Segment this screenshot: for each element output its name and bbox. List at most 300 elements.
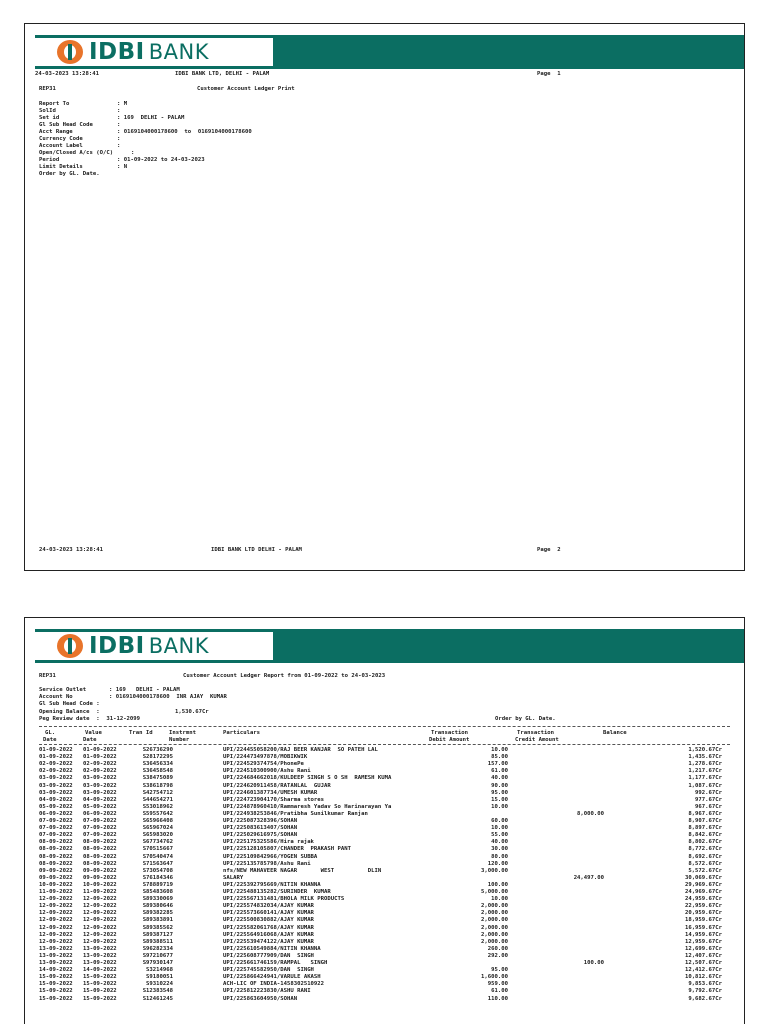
row-particulars: UPI/225610549884/NITIN KHANNA — [223, 945, 321, 952]
row-debit: 95.00 — [491, 789, 508, 796]
table-row — [25, 868, 744, 875]
param-label: Acct Range — [39, 129, 73, 135]
row-particulars: UPI/224620911458/RATANLAL GUJAR — [223, 782, 331, 789]
row-debit: 292.00 — [487, 952, 508, 959]
row-value-date: 09-09-2022 — [83, 874, 117, 881]
row-value-date: 12-09-2022 — [83, 903, 117, 910]
row-gl-date: 06-09-2022 — [39, 810, 73, 817]
row-tran-id: S89330069 — [142, 896, 173, 903]
row-tran-id: S89388511 — [142, 938, 173, 945]
bank-logo — [35, 632, 273, 660]
ledger-page-2 — [24, 617, 745, 1024]
row-balance: 5,572.67Cr — [688, 867, 722, 874]
row-gl-date: 12-09-2022 — [39, 917, 73, 924]
table-row — [25, 861, 744, 868]
col-value-date: Value — [85, 730, 102, 736]
row-balance: 14,959.67Cr — [684, 931, 722, 938]
header-datetime: 24-03-2023 13:28:41 — [35, 71, 99, 77]
col-credit-2: Credit Amount — [515, 737, 559, 743]
table-row — [25, 797, 744, 804]
row-gl-date: 03-09-2022 — [39, 775, 73, 782]
row-balance: 9,853.67Cr — [688, 981, 722, 988]
row-value-date: 10-09-2022 — [83, 881, 117, 888]
row-value-date: 01-09-2022 — [83, 747, 117, 753]
row-value-date: 03-09-2022 — [83, 775, 117, 782]
order-by: Order by GL. Date. — [495, 716, 556, 722]
row-tran-id: S42754712 — [142, 789, 173, 796]
row-particulars: UPI/225083613407/SOHAN — [223, 825, 298, 832]
row-balance: 9,682.67Cr — [688, 995, 722, 1002]
row-debit: 10.00 — [491, 825, 508, 832]
table-row — [25, 967, 744, 974]
table-row — [25, 804, 744, 811]
col-gl-date: GL. — [45, 730, 56, 736]
row-debit: 80.00 — [491, 853, 508, 860]
row-debit: 61.00 — [491, 988, 508, 995]
row-debit: 120.00 — [487, 860, 508, 867]
param-value: : M — [117, 101, 128, 107]
row-tran-id: S89387127 — [142, 931, 173, 938]
col-instrument-2: Number — [169, 737, 190, 743]
row-particulars: UPI/225573660141/AJAY KUMAR — [223, 910, 314, 917]
col-gl-date-2: Date — [43, 737, 57, 743]
idbi-logo-icon — [57, 40, 83, 64]
row-particulars: UPI/225500830882/AJAY KUMAR — [223, 917, 314, 924]
row-particulars: UPI/224684662018/KULDEEP SINGH S O SH RAMESH KUMA — [223, 775, 392, 782]
row-particulars: UPI/225564916068/AJAY KUMAR — [223, 931, 314, 938]
row-balance: 1,520.67Cr — [688, 747, 722, 753]
row-tran-id: S44654271 — [142, 796, 173, 803]
header-branch: IDBI BANK LTD, DELHI - PALAM — [175, 71, 270, 77]
table-row — [25, 783, 744, 790]
row-balance: 8,897.67Cr — [688, 825, 722, 832]
row-value-date: 03-09-2022 — [83, 782, 117, 789]
row-gl-date: 15-09-2022 — [39, 981, 73, 988]
row-gl-date: 07-09-2022 — [39, 818, 73, 824]
row-gl-date: 08-09-2022 — [39, 860, 73, 867]
row-value-date: 12-09-2022 — [83, 910, 117, 917]
row-value-date: 02-09-2022 — [83, 768, 117, 775]
table-row — [25, 754, 744, 761]
table-row — [25, 875, 744, 882]
row-balance: 8,842.67Cr — [688, 832, 722, 839]
row-debit: 55.00 — [491, 832, 508, 839]
table-row — [25, 996, 744, 1003]
report-code: REP31 — [39, 86, 56, 92]
row-value-date: 08-09-2022 — [83, 839, 117, 846]
table-row — [25, 839, 744, 846]
row-tran-id: S53018962 — [142, 803, 173, 810]
row-value-date: 12-09-2022 — [83, 938, 117, 945]
row-gl-date: 12-09-2022 — [39, 896, 73, 903]
bank-logo — [35, 38, 273, 66]
row-balance: 24,969.67Cr — [684, 889, 722, 895]
param-value: : — [117, 143, 121, 149]
row-value-date: 14-09-2022 — [83, 967, 117, 974]
row-debit: 959.00 — [487, 981, 508, 988]
param-value: : — [117, 108, 121, 114]
table-row — [25, 775, 744, 782]
table-row — [25, 889, 744, 896]
row-value-date: 01-09-2022 — [83, 754, 117, 761]
row-value-date: 08-09-2022 — [83, 853, 117, 860]
row-value-date: 08-09-2022 — [83, 860, 117, 867]
row-balance: 12,407.67Cr — [684, 952, 722, 959]
row-tran-id: S65966408 — [142, 818, 173, 824]
row-value-date: 06-09-2022 — [83, 810, 117, 817]
param-label: Currency Code — [39, 136, 83, 142]
row-debit: 2,000.00 — [481, 938, 508, 945]
row-tran-id: S89383891 — [142, 917, 173, 924]
table-row — [25, 910, 744, 917]
table-row — [25, 882, 744, 889]
row-tran-id: S28172295 — [142, 754, 173, 761]
row-value-date: 07-09-2022 — [83, 825, 117, 832]
param-value: : — [117, 136, 121, 142]
row-balance: 967.67Cr — [695, 803, 722, 810]
row-particulars: UPI/225135785798/Ashu Rani — [223, 860, 311, 867]
row-gl-date: 01-09-2022 — [39, 747, 73, 753]
footer-datetime: 24-03-2023 13:28:41 — [39, 547, 103, 553]
table-row — [25, 974, 744, 981]
row-particulars: UPI/224473497878/MOBIKWIK — [223, 754, 308, 761]
row-balance: 1,087.67Cr — [688, 782, 722, 789]
row-particulars: UPI/224878960410/Rammaresh Yadav So Harinarayan Ya — [223, 803, 392, 810]
table-row — [25, 932, 744, 939]
row-balance: 12,412.67Cr — [684, 967, 722, 974]
row-particulars: UPI/225661746159/RAMPAL SINGH — [223, 960, 328, 966]
col-value-date-2: Date — [83, 737, 97, 743]
row-gl-date: 12-09-2022 — [39, 938, 73, 945]
row-gl-date: 03-09-2022 — [39, 782, 73, 789]
report-title: Customer Account Ledger Report from 01-09-2022 to 24-03-2023 — [183, 673, 386, 679]
row-particulars: UPI/225582061768/AJAY KUMAR — [223, 924, 314, 931]
row-particulars: UPI/225392795669/NITIN KHANNA — [223, 881, 321, 888]
row-debit: 30.00 — [491, 846, 508, 853]
row-value-date: 13-09-2022 — [83, 952, 117, 959]
row-value-date: 15-09-2022 — [83, 995, 117, 1002]
row-tran-id: S3214968 — [146, 967, 173, 974]
row-tran-id: S85483608 — [142, 889, 173, 895]
row-gl-date: 07-09-2022 — [39, 825, 73, 832]
row-gl-date: 13-09-2022 — [39, 945, 73, 952]
param-value: : N — [117, 164, 128, 170]
param-value: : 01-09-2022 to 24-03-2023 — [117, 157, 205, 163]
row-particulars: UPI/225539474122/AJAY KUMAR — [223, 938, 314, 945]
row-particulars: UPI/225567131481/BHOLA MILK PRODUCTS — [223, 896, 345, 903]
row-tran-id: S65983020 — [142, 832, 173, 839]
row-balance: 8,907.67Cr — [688, 818, 722, 824]
row-particulars: UPI/224529374754/PhonePe — [223, 761, 304, 768]
row-gl-date: 02-09-2022 — [39, 768, 73, 775]
row-balance: 1,217.67Cr — [688, 768, 722, 775]
table-row — [25, 925, 744, 932]
row-balance: 10,812.67Cr — [684, 974, 722, 981]
row-particulars: UPI/225608777909/DAN SINGH — [223, 952, 314, 959]
row-gl-date: 03-09-2022 — [39, 789, 73, 796]
header-page: Page 1 — [537, 71, 561, 77]
table-row — [25, 854, 744, 861]
row-debit: 95.00 — [491, 967, 508, 974]
row-gl-date: 09-09-2022 — [39, 867, 73, 874]
row-debit: 10.00 — [491, 803, 508, 810]
row-particulars: UPI/225812223830/ASHU RANI — [223, 988, 311, 995]
row-value-date: 07-09-2022 — [83, 818, 117, 824]
logo-word: BANK — [148, 40, 210, 64]
row-gl-date: 14-09-2022 — [39, 967, 73, 974]
row-tran-id: S76184346 — [142, 874, 173, 881]
row-balance: 8,572.67Cr — [688, 860, 722, 867]
table-row — [25, 903, 744, 910]
row-tran-id: S67734762 — [142, 839, 173, 846]
row-debit: 90.00 — [491, 782, 508, 789]
gl-sub-head-label: Gl Sub Head Code : — [39, 701, 100, 707]
table-row — [25, 761, 744, 768]
row-value-date: 12-09-2022 — [83, 924, 117, 931]
idbi-logo-icon — [57, 634, 83, 658]
row-debit: 1,600.00 — [481, 974, 508, 981]
row-particulars: UPI/224938253846/Pratibha Sunilkumar Ranjan — [223, 810, 368, 817]
param-label: Order by GL. Date. — [39, 171, 100, 177]
param-value: : 169 DELHI - PALAM — [117, 115, 185, 121]
row-balance: 12,959.67Cr — [684, 938, 722, 945]
service-outlet-label: Service Outlet — [39, 687, 87, 693]
row-debit: 40.00 — [491, 839, 508, 846]
row-value-date: 15-09-2022 — [83, 974, 117, 981]
row-debit: 10.00 — [491, 896, 508, 903]
row-debit: 157.00 — [487, 761, 508, 768]
row-value-date: 12-09-2022 — [83, 917, 117, 924]
row-balance: 22,959.67Cr — [684, 903, 722, 910]
row-value-date: 08-09-2022 — [83, 846, 117, 853]
row-particulars: UPI/225745582950/DAN SINGH — [223, 967, 314, 974]
row-tran-id: S9180051 — [146, 974, 173, 981]
row-value-date: 03-09-2022 — [83, 789, 117, 796]
row-tran-id: S73054708 — [142, 867, 173, 874]
table-row — [25, 917, 744, 924]
row-gl-date: 15-09-2022 — [39, 974, 73, 981]
row-tran-id: S97930147 — [142, 960, 173, 966]
row-tran-id: S78889719 — [142, 881, 173, 888]
row-value-date: 04-09-2022 — [83, 796, 117, 803]
row-gl-date: 15-09-2022 — [39, 995, 73, 1002]
row-particulars: UPI/225863604950/SOHAN — [223, 995, 298, 1002]
row-credit: 100.00 — [583, 960, 604, 966]
logo-word: BANK — [148, 634, 210, 658]
param-label: Gl Sub Head Code — [39, 122, 93, 128]
row-debit: 3,000.00 — [481, 867, 508, 874]
param-value: : 0169104000178600 to 0169104000178600 — [117, 129, 252, 135]
row-tran-id: S70540474 — [142, 853, 173, 860]
row-particulars: UPI/224455058200/RAJ BEER KANJAR SO PATEH LAL — [223, 747, 378, 753]
row-gl-date: 09-09-2022 — [39, 874, 73, 881]
row-gl-date: 08-09-2022 — [39, 839, 73, 846]
row-tran-id: S12461245 — [142, 995, 173, 1002]
param-label: SolId — [39, 108, 56, 114]
param-label: Limit Details — [39, 164, 83, 170]
row-balance: 24,959.67Cr — [684, 896, 722, 903]
param-label: Set id — [39, 115, 60, 121]
row-particulars: UPI/225488135282/SURINDER KUMAR — [223, 889, 331, 895]
row-debit: 60.00 — [491, 818, 508, 824]
row-balance: 12,699.67Cr — [684, 945, 722, 952]
row-value-date: 11-09-2022 — [83, 889, 117, 895]
row-value-date: 15-09-2022 — [83, 981, 117, 988]
table-row — [25, 953, 744, 960]
row-tran-id: S89382285 — [142, 910, 173, 917]
row-credit: 24,497.00 — [573, 874, 604, 881]
row-tran-id: S59557642 — [142, 810, 173, 817]
row-debit: 15.00 — [491, 796, 508, 803]
row-value-date: 09-09-2022 — [83, 867, 117, 874]
row-particulars: UPI/225087328396/SOHAN — [223, 818, 298, 824]
table-row — [25, 981, 744, 988]
table-row — [25, 747, 744, 754]
row-value-date: 07-09-2022 — [83, 832, 117, 839]
footer-branch: IDBI BANK LTD DELHI - PALAM — [211, 547, 302, 553]
row-particulars: UPI/224723904170/Sharma stores — [223, 796, 325, 803]
table-row — [25, 832, 744, 839]
report-title: Customer Account Ledger Print — [197, 86, 295, 92]
table-row — [25, 939, 744, 946]
logo-name: IDBI — [89, 633, 145, 659]
col-debit: Transaction — [431, 730, 469, 736]
row-balance: 977.67Cr — [695, 796, 722, 803]
row-tran-id: S26736290 — [142, 747, 173, 753]
row-tran-id: S97210677 — [142, 952, 173, 959]
row-tran-id: S9310224 — [146, 981, 173, 988]
col-tran-id: Tran Id — [129, 730, 153, 736]
row-value-date: 12-09-2022 — [83, 896, 117, 903]
table-row — [25, 946, 744, 953]
row-gl-date: 04-09-2022 — [39, 796, 73, 803]
row-gl-date: 12-09-2022 — [39, 931, 73, 938]
col-instrument: Instrmnt — [169, 730, 196, 736]
table-row — [25, 818, 744, 825]
table-row — [25, 768, 744, 775]
row-tran-id: S36458548 — [142, 768, 173, 775]
row-tran-id: S71563647 — [142, 860, 173, 867]
row-credit: 8,000.00 — [577, 810, 604, 817]
account-no-label: Account No — [39, 694, 73, 700]
row-value-date: 13-09-2022 — [83, 960, 117, 966]
row-balance: 16,959.67Cr — [684, 924, 722, 931]
table-row — [25, 896, 744, 903]
row-tran-id: S96282334 — [142, 945, 173, 952]
row-particulars: UPI/224601387734/UMESH KUMAR — [223, 789, 318, 796]
param-value: : — [117, 122, 121, 128]
account-no-value: : 0169104000178600 INR AJAY KUMAR — [109, 694, 227, 700]
row-balance: 18,959.67Cr — [684, 917, 722, 924]
row-value-date: 13-09-2022 — [83, 945, 117, 952]
row-particulars: nfs/NEW MAHAVEER NAGAR WEST DLIN — [223, 867, 382, 874]
row-value-date: 02-09-2022 — [83, 761, 117, 768]
row-balance: 992.67Cr — [695, 789, 722, 796]
row-gl-date: 12-09-2022 — [39, 910, 73, 917]
table-divider — [39, 744, 730, 745]
row-debit: 260.00 — [487, 945, 508, 952]
row-particulars: UPI/225866424941/VARULE AKASH — [223, 974, 321, 981]
row-tran-id: S89380646 — [142, 903, 173, 910]
param-value: : — [131, 150, 135, 156]
row-debit: 61.00 — [491, 768, 508, 775]
row-debit: 2,000.00 — [481, 924, 508, 931]
row-gl-date: 08-09-2022 — [39, 853, 73, 860]
row-gl-date: 12-09-2022 — [39, 903, 73, 910]
row-tran-id: S70515667 — [142, 846, 173, 853]
row-balance: 8,967.67Cr — [688, 810, 722, 817]
row-balance: 1,278.67Cr — [688, 761, 722, 768]
table-row — [25, 846, 744, 853]
row-tran-id: S65967024 — [142, 825, 173, 832]
col-balance: Balance — [603, 730, 627, 736]
row-particulars: UPI/225029616975/SOHAN — [223, 832, 298, 839]
row-gl-date: 05-09-2022 — [39, 803, 73, 810]
row-balance: 20,959.67Cr — [684, 910, 722, 917]
ledger-page-1 — [24, 23, 745, 571]
row-particulars: UPI/225109842966/YOGEN SUBBA — [223, 853, 318, 860]
table-row — [25, 825, 744, 832]
param-label: Report To — [39, 101, 70, 107]
row-tran-id: S38618798 — [142, 782, 173, 789]
row-gl-date: 11-09-2022 — [39, 889, 73, 895]
row-gl-date: 13-09-2022 — [39, 952, 73, 959]
row-balance: 1,177.67Cr — [688, 775, 722, 782]
row-particulars: UPI/224510300900/Ashu Rani — [223, 768, 311, 775]
row-particulars: SALARY — [223, 874, 244, 881]
row-gl-date: 02-09-2022 — [39, 761, 73, 768]
row-value-date: 15-09-2022 — [83, 988, 117, 995]
row-debit: 110.00 — [487, 995, 508, 1002]
row-balance: 8,802.67Cr — [688, 839, 722, 846]
row-balance: 1,435.67Cr — [688, 754, 722, 761]
row-gl-date: 15-09-2022 — [39, 988, 73, 995]
row-debit: 2,000.00 — [481, 917, 508, 924]
param-label: Period — [39, 157, 60, 163]
row-balance: 12,507.67Cr — [684, 960, 722, 966]
table-row — [25, 790, 744, 797]
row-debit: 40.00 — [491, 775, 508, 782]
service-outlet-value: : 169 DELHI - PALAM — [109, 687, 180, 693]
row-tran-id: S12383548 — [142, 988, 173, 995]
row-gl-date: 01-09-2022 — [39, 754, 73, 761]
row-debit: 2,000.00 — [481, 910, 508, 917]
row-tran-id: S38475089 — [142, 775, 173, 782]
row-balance: 9,792.67Cr — [688, 988, 722, 995]
param-label: Account Label — [39, 143, 83, 149]
row-gl-date: 12-09-2022 — [39, 924, 73, 931]
table-row — [25, 988, 744, 995]
row-balance: 8,692.67Cr — [688, 853, 722, 860]
row-balance: 8,772.67Cr — [688, 846, 722, 853]
bank-banner — [35, 35, 744, 69]
report-code: REP31 — [39, 673, 56, 679]
col-debit-2: Debit Amount — [429, 737, 470, 743]
peg-review-date: Peg Review date : 31-12-2099 — [39, 716, 141, 722]
row-debit: 2,000.00 — [481, 931, 508, 938]
row-tran-id: S36456334 — [142, 761, 173, 768]
row-particulars: UPI/225574832034/AJAY KUMAR — [223, 903, 314, 910]
param-label: Open/Closed A/cs (O/C) — [39, 150, 114, 156]
row-particulars: UPI/225128105807/CHANDER PRAKASH PANT — [223, 846, 351, 853]
row-gl-date: 10-09-2022 — [39, 881, 73, 888]
row-value-date: 12-09-2022 — [83, 931, 117, 938]
row-gl-date: 08-09-2022 — [39, 846, 73, 853]
footer-page: Page 2 — [537, 547, 561, 553]
opening-balance-label: Opening Balance : — [39, 709, 100, 715]
row-particulars: ACH-LIC OF INDIA-1458302510922 — [223, 981, 325, 988]
row-debit: 5,000.00 — [481, 889, 508, 895]
